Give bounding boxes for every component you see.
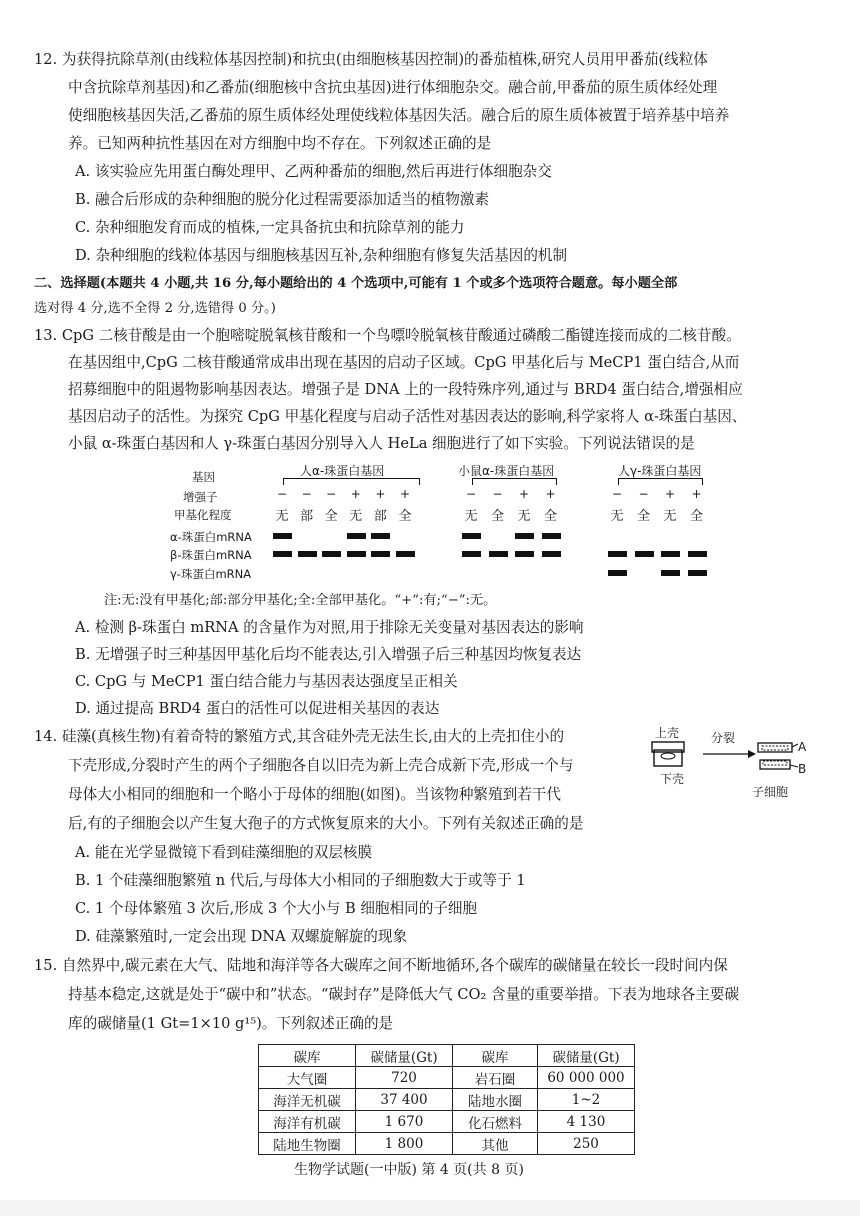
row-label-methylation: 甲基化程度 [174,508,232,522]
beta-mrna-band [489,551,508,557]
beta-mrna-band [347,551,366,557]
methylation-level: 部 [300,509,314,524]
alpha-mrna-band [347,533,366,539]
table-cell: 大气圈 [259,1067,356,1089]
q14-option-b: B. 1 个硅藻细胞繁殖 n 代后,与母体大小相同的子细胞数大于或等于 1 [75,872,526,889]
table-cell: 4 130 [538,1111,635,1133]
group-header-human-alpha: 人α-珠蛋白基因 [300,464,385,478]
row-label-gamma-mrna: γ-珠蛋白mRNA [170,567,252,581]
table-cell: 1~2 [538,1089,635,1111]
beta-mrna-band [515,551,534,557]
group-header-human-gamma: 人γ-珠蛋白基因 [618,464,702,478]
table-header-cell: 碳库 [259,1045,356,1067]
group-bracket [283,478,420,485]
page-bottom-edge [0,1200,860,1216]
table-header-cell: 碳库 [453,1045,538,1067]
table-header-cell: 碳储量(Gt) [538,1045,635,1067]
label-daughter-cells: 子细胞 [752,785,789,799]
methylation-level: 全 [689,509,703,524]
table-row [259,1089,635,1111]
enhancer-sign: − [276,487,288,501]
methylation-level: 全 [490,509,504,524]
q14-option-a: A. 能在光学显微镜下看到硅藻细胞的双层核膜 [75,844,373,861]
q15-line-3: 库的碳储量(1 Gt=1×10 g¹⁵)。下列叙述正确的是 [68,1015,394,1032]
q13-line-3: 招募细胞中的阻遏物影响基因表达。增强子是 DNA 上的一段特殊序列,通过与 BRD4 蛋白结合,增强相应 [68,381,743,398]
carbon-storage-table [258,1044,635,1155]
row-label-gene: 基因 [192,470,215,484]
table-row [259,1111,635,1133]
label-upper-shell: 上壳 [655,726,680,740]
table-cell: 37 400 [356,1089,453,1111]
group-bracket [472,478,557,485]
table-cell: 1 670 [356,1111,453,1133]
table-cell: 60 000 000 [538,1067,635,1089]
page-footer: 生物学试题(一中版) 第 4 页(共 8 页) [294,1162,524,1178]
beta-mrna-band [608,551,627,557]
table-header-row [259,1045,635,1067]
gamma-mrna-band [608,570,627,576]
enhancer-sign: − [465,487,477,501]
methylation-level: 全 [398,509,412,524]
q12-line-1: 12. 为获得抗除草剂(由线粒体基因控制)和抗虫(由细胞核基因控制)的番茄植株,研究人员用甲番茄(线粒体 [34,51,708,68]
methylation-level: 无 [349,509,363,524]
methylation-level: 部 [373,509,387,524]
gamma-mrna-band [661,570,680,576]
methylation-level: 全 [324,509,338,524]
row-label-enhancer: 增强子 [183,490,218,504]
enhancer-sign: − [611,487,623,501]
methylation-level: 无 [610,509,624,524]
q13-option-c: C. CpG 与 MeCP1 蛋白结合能力与基因表达强度呈正相关 [75,673,458,690]
table-cell: 陆地生物圈 [259,1133,356,1155]
q13-figure-note: 注:无:没有甲基化;部:部分甲基化;全:全部甲基化。“+”:有;“−”:无。 [104,593,497,608]
methylation-level: 无 [275,509,289,524]
q12-option-c: C. 杂种细胞发育而成的植株,一定具备抗虫和抗除草剂的能力 [75,219,465,236]
enhancer-sign: + [664,487,676,501]
label-cell-b: B [798,762,807,776]
methylation-level: 全 [636,509,650,524]
table-cell: 岩石圈 [453,1067,538,1089]
table-cell: 720 [356,1067,453,1089]
methylation-level: 全 [543,509,557,524]
beta-mrna-band [462,551,481,557]
row-label-beta-mrna: β-珠蛋白mRNA [170,548,252,562]
table-cell: 化石燃料 [453,1111,538,1133]
q14-line-4: 后,有的子细胞会以产生复大孢子的方式恢复原来的大小。下列有关叙述正确的是 [68,815,584,832]
alpha-mrna-band [542,533,561,539]
q14-line-2: 下壳形成,分裂时产生的两个子细胞各自以旧壳为新上壳合成新下壳,形成一个与 [68,757,574,774]
enhancer-sign: + [399,487,411,501]
enhancer-sign: + [545,487,556,501]
beta-mrna-band [396,551,415,557]
q13-option-b: B. 无增强子时三种基因甲基化后均不能表达,引入增强子后三种基因均恢复表达 [75,646,582,663]
label-lower-shell: 下壳 [660,772,685,786]
q13-line-2: 在基因组中,CpG 二核苷酸通常成串出现在基因的启动子区域。CpG 甲基化后与 MeCP1 蛋白结合,从而 [68,354,740,371]
label-cell-a: A [798,740,807,754]
beta-mrna-band [273,551,292,557]
table-cell: 陆地水圈 [453,1089,538,1111]
alpha-mrna-band [515,533,534,539]
table-row [259,1067,635,1089]
diatom-division-diagram [640,738,810,774]
beta-mrna-band [322,551,341,557]
q13-line-4: 基因启动子的活性。为探究 CpG 甲基化程度与启动子活性对基因表达的影响,科学家将人 α-珠蛋白基因、 [68,408,747,425]
section2-instructions-2: 选对得 4 分,选不全得 2 分,选错得 0 分。) [34,301,276,316]
beta-mrna-band [542,551,561,557]
enhancer-sign: + [518,487,530,501]
group-bracket [618,478,703,485]
q12-option-b: B. 融合后形成的杂种细胞的脱分化过程需要添加适当的植物激素 [75,191,490,208]
enhancer-sign: − [638,487,649,501]
beta-mrna-band [635,551,654,557]
q12-line-3: 使细胞核基因失活,乙番茄的原生质体经处理使线粒体基因失活。融合后的原生质体被置于培养基中培养 [68,107,730,124]
methylation-level: 无 [663,509,677,524]
q12-line-4: 养。已知两种抗性基因在对方细胞中均不存在。下列叙述正确的是 [68,135,492,152]
table-cell: 1 800 [356,1133,453,1155]
label-division: 分裂 [711,731,736,745]
methylation-level: 无 [517,509,531,524]
table-header-cell: 碳储量(Gt) [356,1045,453,1067]
q14-option-c: C. 1 个母体繁殖 3 次后,形成 3 个大小与 B 细胞相同的子细胞 [75,900,478,917]
q14-line-3: 母体大小相同的细胞和一个略小于母体的细胞(如图)。当该物种繁殖到若干代 [68,786,561,803]
alpha-mrna-band [371,533,390,539]
gamma-mrna-band [688,570,707,576]
beta-mrna-band [371,551,390,557]
q13-line-1: 13. CpG 二核苷酸是由一个胞嘧啶脱氧核苷酸和一个鸟嘌呤脱氧核苷酸通过磷酸二酯键连接而成的二核苷酸。 [34,327,741,344]
q14-line-1: 14. 硅藻(真核生物)有着奇特的繁殖方式,其含硅外壳无法生长,由大的上壳扣住小的 [34,728,565,745]
table-cell: 其他 [453,1133,538,1155]
table-cell: 海洋有机碳 [259,1111,356,1133]
enhancer-sign: − [492,487,503,501]
q12-option-a: A. 该实验应先用蛋白酶处理甲、乙两种番茄的细胞,然后再进行体细胞杂交 [75,163,552,180]
q15-line-1: 15. 自然界中,碳元素在大气、陆地和海洋等各大碳库之间不断地循环,各个碳库的碳储量在较长一段时间内保 [34,957,728,974]
q14-option-d: D. 硅藻繁殖时,一定会出现 DNA 双螺旋解旋的现象 [75,928,408,945]
q13-line-5: 小鼠 α-珠蛋白基因和人 γ-珠蛋白基因分别导入人 HeLa 细胞进行了如下实验。下列说法错误的是 [68,435,695,452]
group-header-mouse-alpha: 小鼠α-珠蛋白基因 [458,464,555,478]
alpha-mrna-band [273,533,292,539]
enhancer-sign: + [691,487,702,501]
enhancer-sign: + [375,487,386,501]
q13-option-a: A. 检测 β-珠蛋白 mRNA 的含量作为对照,用于排除无关变量对基因表达的影响 [75,619,584,636]
table-cell: 250 [538,1133,635,1155]
enhancer-sign: − [301,487,312,501]
q12-option-d: D. 杂种细胞的线粒体基因与细胞核基因互补,杂种细胞有修复失活基因的机制 [75,247,568,264]
alpha-mrna-band [462,533,481,539]
q13-option-d: D. 通过提高 BRD4 蛋白的活性可以促进相关基因的表达 [75,700,440,717]
methylation-level: 无 [464,509,478,524]
section2-instructions-1: 二、选择题(本题共 4 小题,共 16 分,每小题给出的 4 个选项中,可能有 1 个或多个选项符合题意。每小题全部 [34,276,678,291]
row-label-alpha-mrna: α-珠蛋白mRNA [170,530,252,544]
table-row [259,1133,635,1155]
q12-line-2: 中含抗除草剂基因)和乙番茄(细胞核中含抗虫基因)进行体细胞杂交。融合前,甲番茄的原生质体经处理 [68,79,718,96]
table-cell: 海洋无机碳 [259,1089,356,1111]
beta-mrna-band [661,551,680,557]
beta-mrna-band [688,551,707,557]
q15-line-2: 持基本稳定,这就是处于“碳中和”状态。“碳封存”是降低大气 CO₂ 含量的重要举措。下表为地球各主要碳 [68,986,740,1003]
enhancer-sign: − [326,487,337,501]
enhancer-sign: + [350,487,361,501]
beta-mrna-band [298,551,317,557]
